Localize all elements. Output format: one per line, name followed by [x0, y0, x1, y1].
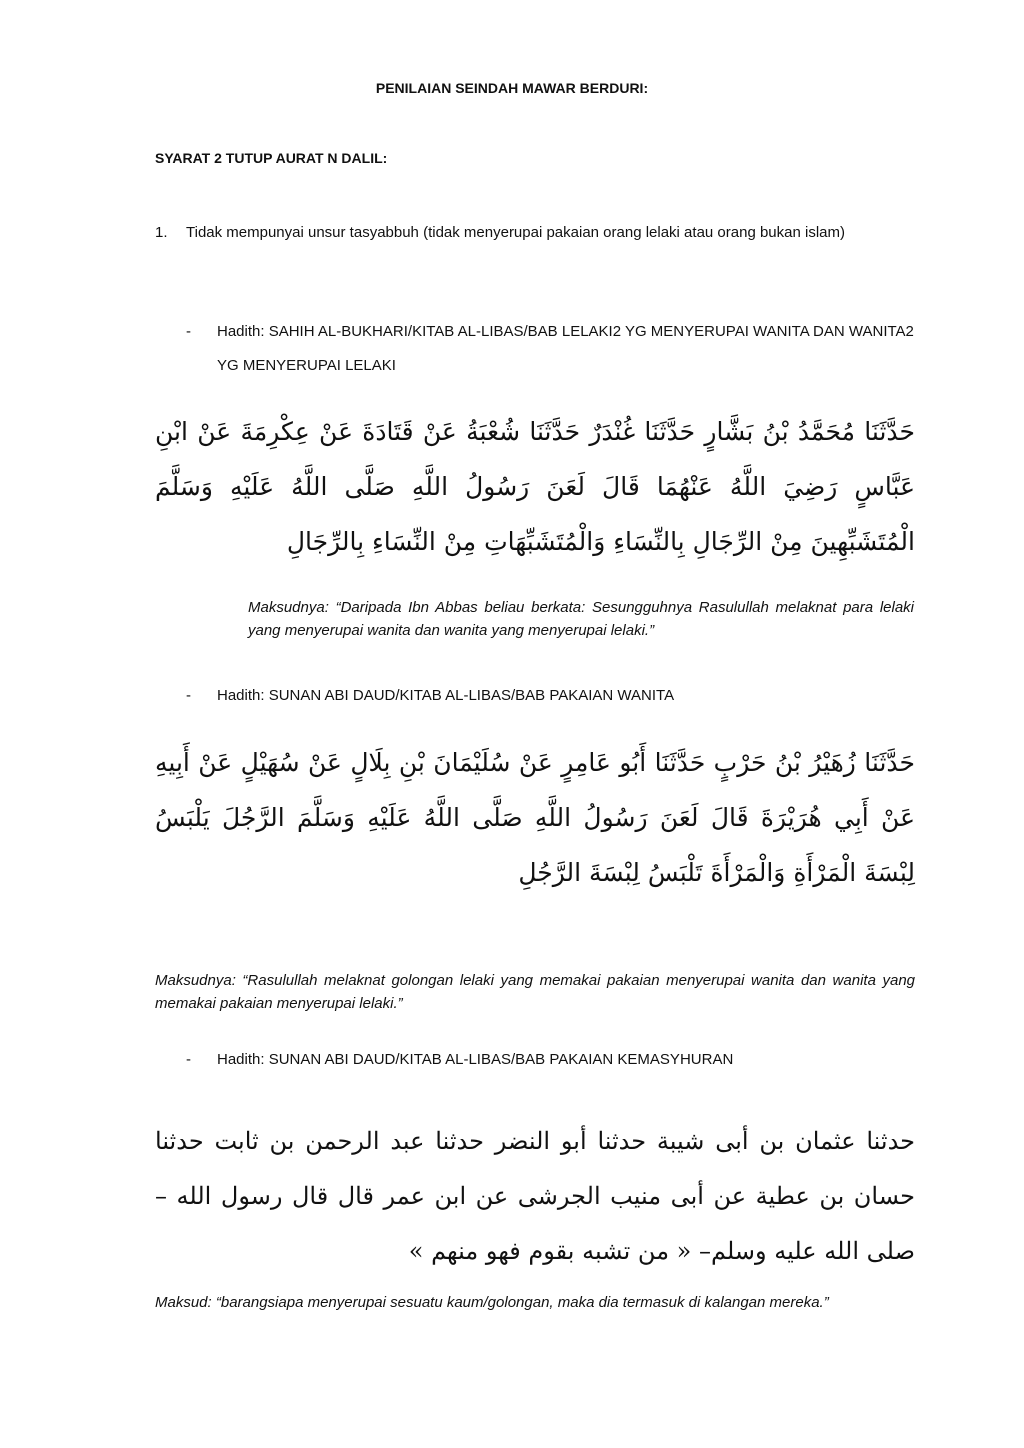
- section-subtitle: SYARAT 2 TUTUP AURAT N DALIL:: [155, 150, 388, 166]
- list-item-text: Tidak mempunyai unsur tasyabbuh (tidak menyerupai pakaian orang lelaki atau orang bukan islam): [186, 224, 845, 241]
- bullet-dash: -: [186, 323, 191, 340]
- hadith-3-label: Hadith: SUNAN ABI DAUD/KITAB AL-LIBAS/BAB PAKAIAN KEMASYHURAN: [217, 1051, 734, 1068]
- page-title: PENILAIAN SEINDAH MAWAR BERDURI:: [375, 80, 649, 96]
- bullet-dash: -: [186, 687, 191, 704]
- hadith-1-meaning: Maksudnya: “Daripada Ibn Abbas beliau berkata: Sesungguhnya Rasulullah melaknat para lelaki yang menyerupai wanita dan wanita yang menyerupai lelaki.”: [248, 599, 914, 639]
- hadith-2-meaning: Maksudnya: “Rasulullah melaknat golongan lelaki yang memakai pakaian menyerupai wanita dan wanita yang memakai pakaian menyerupai lelaki.”: [155, 972, 915, 1012]
- hadith-2-label: Hadith: SUNAN ABI DAUD/KITAB AL-LIBAS/BAB PAKAIAN WANITA: [217, 687, 675, 704]
- list-item-1: [155, 216, 915, 250]
- hadith-2-arabic-text: حَدَّثَنَا زُهَيْرُ بْنُ حَرْبٍ حَدَّثَنَا أَبُو عَامِرٍ عَنْ سُلَيْمَانَ بْنِ بِلَالٍ عَنْ سُهَيْلٍ عَنْ أَبِيهِ عَنْ أَبِي هُرَيْرَةَ قَالَ لَعَنَ رَسُولُ اللَّهِ صَلَّى اللَّهُ عَلَيْهِ وَسَلَّمَ الرَّجُلَ يَلْبَسُ لِبْسَةَ الْمَرْأَةِ وَالْمَرْأَةَ تَلْبَسُ لِبْسَةَ الرَّجُلِ: [155, 748, 915, 887]
- list-item-number: 1.: [155, 224, 168, 241]
- hadith-1-heading: [186, 315, 914, 383]
- hadith-3-heading: [186, 1043, 914, 1077]
- hadith-2-heading: [186, 679, 914, 713]
- hadith-3-arabic-text: حدثنا عثمان بن أبى شيبة حدثنا أبو النضر حدثنا عبد الرحمن بن ثابت حدثنا حسان بن عطية عن أبى منيب الجرشى عن ابن عمر قال قال رسول الله –صلى الله عليه وسلم– « من تشبه بقوم فهو منهم »: [155, 1127, 915, 1265]
- hadith-1-label: Hadith: SAHIH AL-BUKHARI/KITAB AL-LIBAS/BAB LELAKI2 YG MENYERUPAI WANITA DAN WANITA2 YG MENYERUPAI LELAKI: [217, 323, 914, 374]
- hadith-1-arabic-text: حَدَّثَنَا مُحَمَّدُ بْنُ بَشَّارٍ حَدَّثَنَا غُنْدَرٌ حَدَّثَنَا شُعْبَةُ عَنْ قَتَادَةَ عَنْ عِكْرِمَةَ عَنْ ابْنِ عَبَّاسٍ رَضِيَ اللَّهُ عَنْهُمَا قَالَ لَعَنَ رَسُولُ اللَّهِ صَلَّى اللَّهُ عَلَيْهِ وَسَلَّمَ الْمُتَشَبِّهِينَ مِنْ الرِّجَالِ بِالنِّسَاءِ وَالْمُتَشَبِّهَاتِ مِنْ النِّسَاءِ بِالرِّجَالِ: [155, 417, 915, 556]
- hadith-3-meaning: Maksud: “barangsiapa menyerupai sesuatu kaum/golongan, maka dia termasuk di kalangan mereka.”: [155, 1294, 829, 1311]
- bullet-dash: -: [186, 1051, 191, 1068]
